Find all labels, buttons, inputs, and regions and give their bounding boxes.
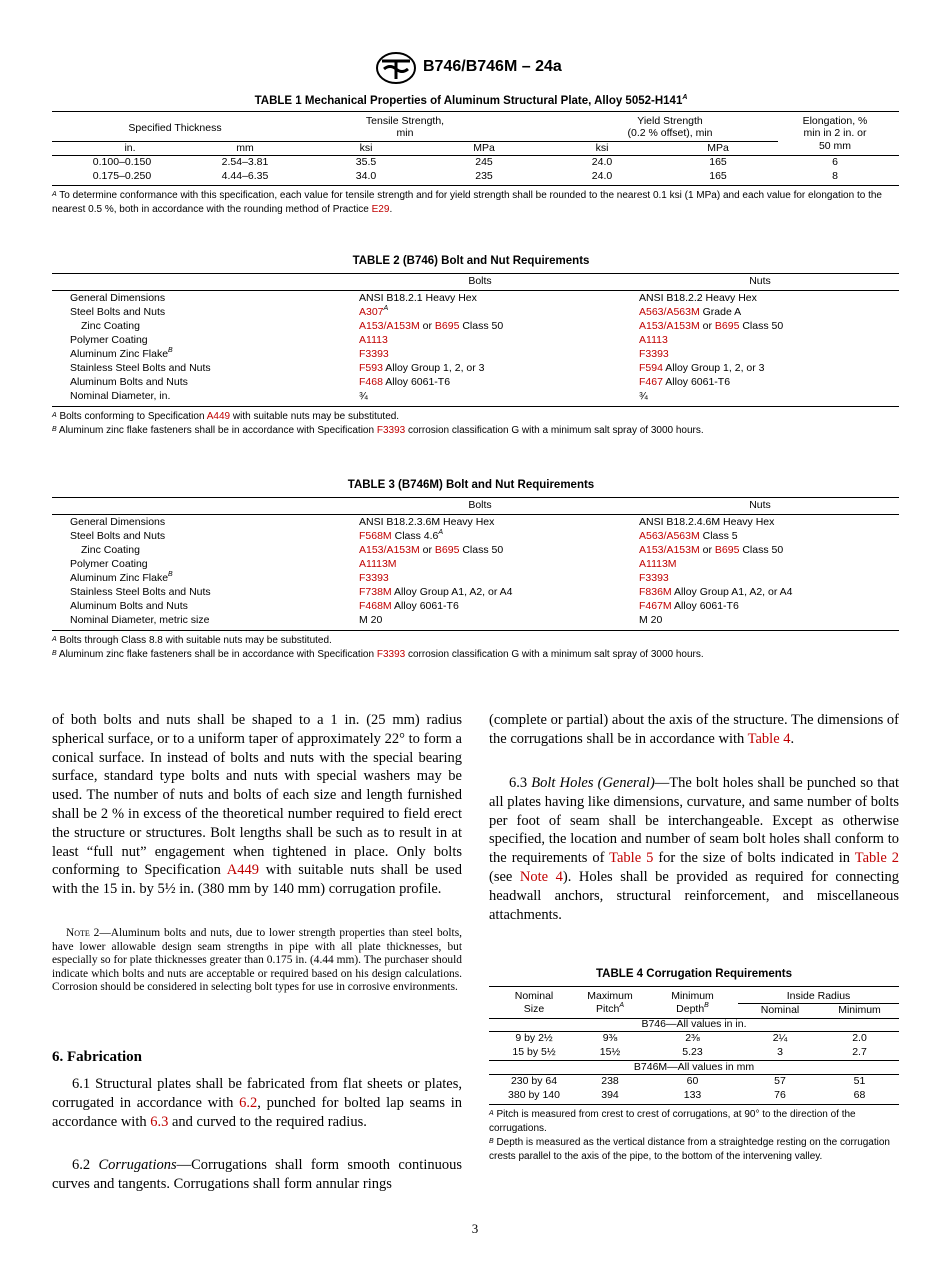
table-footnote: $^B$ Aluminum zinc flake fasteners shall be in accordance with Specification F3393 corrosion classification G with a minimum salt spray of 3000 hours. — [52, 649, 704, 660]
text-run: for the size of bolts indicated in — [653, 850, 855, 867]
nuts-cell — [639, 362, 765, 374]
nuts-cell — [639, 320, 783, 332]
section-heading: 6. Fabrication — [52, 1049, 142, 1065]
document-designation: B746/B746M – 24a — [423, 58, 562, 75]
table1-top-rule — [52, 111, 899, 112]
nuts-cell — [639, 614, 662, 626]
e29-link[interactable]: E29 — [371, 204, 390, 215]
reference-link[interactable]: F836M — [639, 586, 672, 598]
table-cell: 230 by 64 — [510, 1075, 558, 1087]
text-run: ). Holes shall be provided as required for connecting headwall anchors, structural reinforcement, and miscellaneous attachments. — [489, 868, 900, 923]
table4-col-nominal: Nominal — [514, 990, 554, 1002]
row-label: Stainless Steel Bolts and Nuts — [70, 362, 211, 374]
nuts-cell — [639, 530, 738, 542]
text-run: —The bolt holes shall be punched so that all plates having like dimensions, curvature, and same number of bolts per foot of seam shall be interchangeable. Except as otherwise specified, the location and number of seam bolt holes shall conform to the requirements of — [489, 775, 899, 867]
paragraph-6-1 — [52, 1075, 462, 1131]
table-cell: 3 — [777, 1046, 783, 1058]
table-cell: 57 — [774, 1075, 786, 1087]
table4-group-label: B746—All values in in. — [641, 1018, 747, 1030]
table-bottom-rule — [52, 406, 899, 407]
reference-link[interactable]: F467 — [639, 376, 663, 388]
reference-link[interactable]: F3393 — [639, 348, 669, 360]
reference-link[interactable]: A153/A153M — [359, 320, 420, 332]
table1-caption: TABLE 1 Mechanical Properties of Aluminum Structural Plate, Alloy $5052-H141^A$ — [254, 94, 688, 107]
row-label: Aluminum Zinc Flake$^B$ — [70, 347, 173, 360]
table-cell: 24.0 — [591, 156, 613, 168]
table-cell: 0.100–0.150 — [92, 156, 152, 168]
footnote-marker: A — [438, 529, 444, 536]
text-run: . — [790, 730, 795, 747]
table1-col-elong-line2: min in 2 in. or — [803, 127, 867, 139]
reference-link[interactable]: A153/A153M — [639, 320, 700, 332]
bolts-cell — [359, 376, 450, 388]
table1-footnote: $^A$ To determine conformance with this specification, each value for tensile strength and for yield strength shall be rounded to the nearest 0.1 ksi (1 MPa) and each value for elongation to the nearest 0.5 %, both in accordance with the rounding method of Practice E29. — [52, 190, 882, 215]
row-label: Aluminum Bolts and Nuts — [70, 600, 188, 612]
text-run: Aluminum zinc flake fasteners shall be in accordance with Specification — [56, 425, 377, 436]
text-run: ANSI B18.2.3.6M Heavy Hex — [359, 516, 495, 528]
text-run: Class 50 — [739, 544, 784, 556]
text-run: Alloy Group 1, 2, or 3 — [662, 362, 765, 374]
nuts-cell — [639, 334, 668, 346]
text-run: ¾ — [639, 390, 648, 402]
paragraph-6-3: 6.3 Bolt Holes (General)—The bolt holes shall be punched so that all plates having like dimensions, curvature, and same number of bolts per foot of seam shall be interchangeable. Except as otherwise specified, the location and number of seam bolt holes shall conform to the requirements of Table 5 for the size of bolts indicated in Table 2 (see Note 4). Holes shall be provided as required for connecting headwall anchors, structural reinforcement, and miscellaneous attachments. — [489, 775, 900, 923]
bolts-cell — [359, 544, 503, 556]
bolts-cell — [359, 362, 485, 374]
table4-col-inside-minimum: Minimum — [838, 1004, 881, 1016]
bolts-cell — [359, 558, 397, 570]
text-run: Class 4.6 — [391, 530, 439, 542]
col-header-nuts: Nuts — [749, 275, 771, 287]
reference-link[interactable]: Table 2 — [854, 850, 899, 867]
text-run: (see — [489, 868, 520, 885]
table-top-rule — [52, 273, 899, 274]
table-header-rule — [52, 514, 899, 515]
row-label: Zinc Coating — [81, 320, 140, 332]
text-run: Alloy Group 1, 2, or 3 — [382, 362, 485, 374]
table4-col-inside-nominal: Nominal — [760, 1004, 800, 1016]
bolts-cell — [359, 586, 513, 598]
bolts-cell — [359, 390, 368, 402]
table4-footnote-b: $^B$ Depth is measured as the vertical distance from a straightedge resting on the corrugation crests parallel to the axis of the pipe, to the bottom of the intervening valley. — [489, 1137, 890, 1162]
table-cell: 6 — [832, 156, 838, 168]
table4-col-inside-radius: Inside Radius — [786, 990, 851, 1002]
table-footnote: $^A$ Bolts conforming to Specification A449 with suitable nuts may be substituted. — [52, 411, 400, 422]
table-cell: 68 — [853, 1089, 866, 1101]
table-cell: 165 — [709, 156, 727, 168]
row-label: General Dimensions — [70, 516, 166, 528]
table1-unit: ksi — [359, 142, 373, 154]
bolts-cell — [359, 348, 389, 360]
astm-logo-icon — [376, 52, 416, 84]
table1-col-tensile-line2: min — [396, 127, 414, 139]
table4-bottom-rule — [489, 1104, 899, 1105]
table3-caption: TABLE 3 (B746M) Bolt and Nut Requirements — [347, 479, 595, 491]
reference-link[interactable]: F467M — [639, 600, 672, 612]
reference-link[interactable]: Table 4 — [747, 730, 791, 747]
text-run: of both bolts and nuts shall be shaped to a 1 in. (25 mm) radius spherical surface, or to a uniform taper of approximately 22° to form a conical surface. In instead of bolts and nuts with the special bearing surface, standard type bolts and nuts with special washers may be used. The number of nuts and bolts of each size and length furnished shall be 2 % in excess of the theoretical number required to field erect the structure or structures. Bolt lengths shall be such as to result in at least “full nut” engagement when tightened in place. Only bolts conforming to Specification — [52, 712, 462, 879]
nuts-cell — [639, 572, 669, 584]
row-label: Nominal Diameter, metric size — [70, 614, 210, 626]
table1-bottom-rule — [52, 185, 899, 186]
table-cell: 9⅜ — [602, 1032, 618, 1044]
row-label: Aluminum Bolts and Nuts — [70, 376, 188, 388]
text-run: Class 50 — [739, 320, 784, 332]
reference-link[interactable]: 6.3 — [150, 1113, 169, 1130]
text-run: Class 50 — [459, 320, 504, 332]
nuts-cell — [639, 376, 730, 388]
nuts-cell — [639, 306, 741, 318]
text-run: Class 5 — [699, 530, 738, 542]
table-cell: 9 by 2½ — [515, 1032, 553, 1044]
reference-link[interactable]: A1113M — [359, 558, 397, 570]
text-run: ¾ — [359, 390, 368, 402]
reference-link[interactable]: F3393 — [359, 572, 389, 584]
nuts-cell — [639, 544, 783, 556]
reference-link[interactable]: B695 — [714, 544, 740, 556]
right-paragraph-cont — [489, 711, 899, 749]
table1-col-yield-line2: (0.2 % offset), min — [627, 127, 713, 139]
text-run: corrosion classification G with a minimum salt spray of 3000 hours. — [405, 649, 704, 660]
nuts-cell — [639, 600, 739, 612]
col-header-bolts: Bolts — [468, 499, 492, 511]
nuts-cell — [639, 586, 793, 598]
reference-link[interactable]: A449 — [206, 411, 231, 422]
table-cell: 394 — [601, 1089, 619, 1101]
table1-col-specified-thickness: Specified Thickness — [128, 122, 222, 134]
table4-top-rule — [489, 986, 899, 987]
bolts-cell — [359, 306, 388, 318]
table4-col-min: Minimum — [671, 990, 714, 1002]
nuts-cell — [639, 348, 669, 360]
table4-group-label: B746M—All values in mm — [633, 1061, 755, 1073]
table-cell: 2⅜ — [685, 1032, 700, 1044]
text-run: Alloy Group A1, A2, or A4 — [671, 586, 793, 598]
text-run: Aluminum zinc flake fasteners shall be in accordance with Specification — [56, 649, 377, 660]
table1-col-elong-line3: 50 mm — [818, 140, 852, 152]
reference-link[interactable]: A1113M — [639, 558, 677, 570]
table1-unit: MPa — [707, 142, 729, 154]
bolts-cell — [359, 516, 494, 528]
text-run: , punched for bolted lap seams in accordance with — [52, 1094, 463, 1130]
bolts-cell — [359, 334, 388, 346]
bolts-cell — [359, 572, 389, 584]
bolts-cell — [359, 292, 477, 304]
reference-link[interactable]: A1113 — [639, 334, 668, 346]
text-run: ANSI B18.2.1 Heavy Hex — [359, 292, 477, 304]
reference-link[interactable]: F593 — [359, 362, 383, 374]
row-label: Aluminum Zinc Flake$^B$ — [70, 571, 173, 584]
table-cell: 0.175–0.250 — [92, 170, 152, 182]
bolts-cell — [359, 614, 382, 626]
row-label: Steel Bolts and Nuts — [70, 530, 166, 542]
text-run: Alloy 6061-T6 — [382, 376, 451, 388]
reference-link[interactable]: Table 5 — [609, 850, 654, 867]
table1-unit: in. — [124, 142, 136, 154]
reference-link[interactable]: A307 — [359, 306, 384, 318]
row-label: Polymer Coating — [70, 334, 148, 346]
reference-link[interactable]: F3393 — [376, 649, 406, 660]
table-cell: 34.0 — [355, 170, 377, 182]
text-run: or — [699, 544, 715, 556]
table-cell: 15 by 5½ — [512, 1046, 556, 1058]
col-header-nuts: Nuts — [749, 499, 771, 511]
table1-unit: mm — [236, 142, 254, 154]
table1-col-tensile-line1: Tensile Strength, — [365, 115, 445, 127]
table-bottom-rule — [52, 630, 899, 631]
table-cell: 2.7 — [852, 1046, 867, 1058]
reference-link[interactable]: A1113 — [359, 334, 388, 346]
text-run: or — [419, 320, 435, 332]
table1-unit: ksi — [595, 142, 609, 154]
left-paragraph — [52, 711, 462, 899]
table-cell: 2¼ — [772, 1032, 788, 1044]
table-cell: 245 — [475, 156, 493, 168]
text-run: with suitable nuts may be substituted. — [230, 411, 400, 422]
table-cell: 51 — [853, 1075, 866, 1087]
reference-link[interactable]: F3393 — [359, 348, 389, 360]
text-run: 6.1 Structural plates shall be fabricated from flat sheets or plates, corrugated in accordance with — [52, 1076, 462, 1111]
page-number: 3 — [471, 1221, 479, 1236]
row-label: General Dimensions — [70, 292, 166, 304]
reference-link[interactable]: F594 — [639, 362, 663, 374]
text-run: ANSI B18.2.2 Heavy Hex — [639, 292, 757, 304]
table-top-rule — [52, 497, 899, 498]
col-header-bolts: Bolts — [468, 275, 492, 287]
table-cell: 380 by 140 — [508, 1089, 560, 1101]
table-cell: 24.0 — [591, 170, 613, 182]
table-cell: 35.5 — [355, 156, 377, 168]
table-cell: 76 — [774, 1089, 786, 1101]
row-label: Polymer Coating — [70, 558, 148, 570]
table-cell: 165 — [709, 170, 727, 182]
text-run: corrosion classification G with a minimum salt spray of 3000 hours. — [405, 425, 704, 436]
table1-unit: MPa — [473, 142, 495, 154]
table2-caption: TABLE 2 (B746) Bolt and Nut Requirements — [352, 255, 590, 267]
table1-col-yield-line1: Yield Strength — [637, 115, 703, 127]
reference-link[interactable]: A563/A563M — [639, 530, 700, 542]
table-cell: 235 — [475, 170, 493, 182]
text-run: or — [419, 544, 435, 556]
table-cell: 4.44–6.35 — [221, 170, 269, 182]
text-run: with suitable nuts shall be used with the 15 in. by 5½ in. (380 mm by 140 mm) corrugation profile. — [52, 862, 462, 898]
text-run: or — [699, 320, 715, 332]
row-label: Nominal Diameter, in. — [70, 390, 171, 402]
nuts-cell — [639, 292, 757, 304]
table-cell: 15½ — [599, 1046, 621, 1058]
text-run: ANSI B18.2.4.6M Heavy Hex — [639, 516, 775, 528]
table4-caption: TABLE 4 Corrugation Requirements — [596, 968, 792, 980]
nuts-cell — [639, 558, 677, 570]
table-cell: 2.0 — [852, 1032, 867, 1044]
reference-link[interactable]: B695 — [434, 544, 460, 556]
reference-link[interactable]: B695 — [714, 320, 740, 332]
reference-link[interactable]: F738M — [359, 586, 392, 598]
text-run: M 20 — [639, 614, 663, 626]
text-run: Alloy 6061-T6 — [391, 600, 459, 612]
footnote-marker: A — [383, 305, 389, 312]
bolts-cell — [359, 600, 459, 612]
table-cell: 2.54–3.81 — [221, 156, 269, 168]
reference-link[interactable]: A153/A153M — [359, 544, 420, 556]
table-footnote: $^B$ Aluminum zinc flake fasteners shall be in accordance with Specification F3393 corrosion classification G with a minimum salt spray of 3000 hours. — [52, 425, 704, 436]
table-cell: 5.23 — [682, 1046, 703, 1058]
reference-link[interactable]: F568M — [359, 530, 392, 542]
text-run: Class 50 — [459, 544, 504, 556]
bolts-cell — [359, 320, 503, 332]
reference-link[interactable]: A449 — [226, 862, 260, 879]
table4-col-max-pitch: Pitch$^A$ — [595, 1002, 624, 1015]
text-run: M 20 — [359, 614, 383, 626]
text-run: Grade A — [699, 306, 742, 318]
reference-link[interactable]: Note 4 — [519, 868, 563, 885]
row-label: Zinc Coating — [81, 544, 140, 556]
page-header — [0, 52, 950, 92]
text-run: Bolts conforming to Specification — [56, 411, 207, 422]
text-run: (complete or partial) about the axis of the structure. The dimensions of the corrugations shall be in accordance with — [489, 712, 899, 747]
table1-col-elong-line1: Elongation, % — [802, 115, 868, 127]
nuts-cell — [639, 516, 774, 528]
text-run: Alloy 6061-T6 — [671, 600, 739, 612]
table4-col-max: Maximum — [587, 990, 633, 1002]
table-header-rule — [52, 290, 899, 291]
reference-link[interactable]: B695 — [434, 320, 460, 332]
reference-link[interactable]: F468 — [359, 376, 383, 388]
reference-link[interactable]: A563/A563M — [639, 306, 700, 318]
text-run: Alloy Group A1, A2, or A4 — [391, 586, 513, 598]
reference-link[interactable]: A153/A153M — [639, 544, 700, 556]
reference-link[interactable]: 6.2 — [239, 1094, 258, 1111]
note-2: Note 2—Aluminum bolts and nuts, due to lower strength properties than steel bolts, have lower allowable design seam strengths in pipe with all plate thicknesses, but especially so for plate thicknesses greater than 0.175 in. (4.44 mm). The purchaser should indicate which bolts and nuts are acceptable or required based on his design calculations. Corrosion should be considered in selecting bolt types for use in corrosive environments. — [52, 927, 462, 994]
bolts-cell — [359, 530, 443, 542]
table4-col-min-depth: Depth$^B$ — [676, 1002, 709, 1015]
text-run: Bolts through Class 8.8 with suitable nuts may be substituted. — [56, 635, 332, 646]
table-cell: 60 — [686, 1075, 699, 1087]
reference-link[interactable]: F3393 — [376, 425, 406, 436]
table4-col-nominal-size: Size — [523, 1003, 545, 1015]
table-cell: 133 — [683, 1089, 702, 1101]
paragraph-6-2: 6.2 Corrugations—Corrugations shall form smooth continuous curves and tangents. Corrugations shall form annular rings — [52, 1157, 463, 1192]
table-footnote: $^A$ Bolts through Class 8.8 with suitable nuts may be substituted. — [52, 635, 332, 646]
table4-footnote-a: $^A$ Pitch is measured from crest to crest of corrugations, at 90° to the direction of the corrugations. — [489, 1109, 856, 1134]
row-label: Steel Bolts and Nuts — [70, 306, 166, 318]
text-run: and curved to the required radius. — [168, 1113, 367, 1130]
table-cell: 8 — [832, 170, 838, 182]
reference-link[interactable]: F3393 — [639, 572, 669, 584]
row-label: Stainless Steel Bolts and Nuts — [70, 586, 211, 598]
nuts-cell — [639, 390, 648, 402]
table-cell: 238 — [601, 1075, 619, 1087]
reference-link[interactable]: F468M — [359, 600, 392, 612]
text-run: Alloy 6061-T6 — [662, 376, 731, 388]
